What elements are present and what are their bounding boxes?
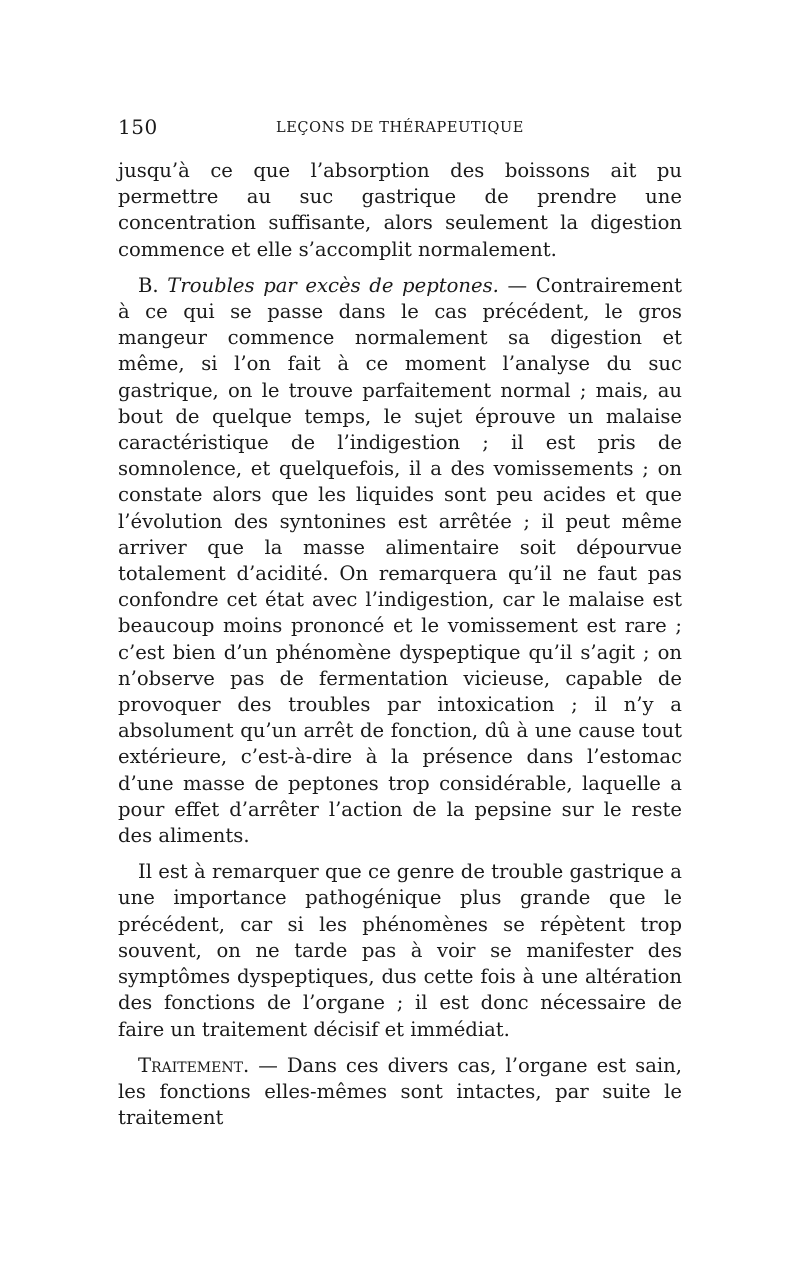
- paragraph-continuation: [118, 158, 682, 263]
- paragraph-importance: [118, 859, 682, 1042]
- heading-dash: —: [249, 1053, 287, 1077]
- page-number: 150: [118, 115, 158, 139]
- running-title: LEÇONS DE THÉRAPEUTIQUE: [276, 120, 524, 136]
- book-page: [118, 112, 682, 1131]
- body-text: [118, 158, 682, 1131]
- heading-dash: —: [498, 273, 536, 297]
- paragraph-text: jusqu’à ce que l’absorption des boissons ait pu permettre au suc gastrique de prendre une concentration suffisante, alors seulement la digestion commence et elle s’accomplit normalement.: [118, 159, 682, 261]
- section-heading: Troubles par excès de peptones.: [167, 273, 499, 297]
- paragraph-text: Contrairement à ce qui se passe dans le cas précédent, le gros mangeur commence normalement sa digestion et même, si l’on fait à ce moment l’analyse du suc gastrique, on le trouve parfaitement normal ; mais, au bout de quelque temps, le sujet éprouve un malaise caractéristique de l’indigestion ; il est pris de somnolence, et quelquefois, il a des vomissements ; on constate alors que les liquides sont peu acides et que l’évolution des syntonines est arrêtée ; il peut même arriver que la masse alimentaire soit dépourvue totalement d’acidité. On remarquera qu’il ne faut pas confondre cet état avec l’indigestion, car le malaise est beaucoup moins prononcé et le vomissement est rare ; c’est bien d’un phénomène dyspeptique qu’il s’agit ; on n’observe pas de fermentation vicieuse, capable de provoquer des troubles par intoxication ; il n’y a absolument qu’un arrêt de fonction, dû à une cause tout extérieure, c’est-à-dire à la présence dans l’estomac d’une masse de peptones trop considérable, laquelle a pour effet d’arrêter l’action de la pepsine sur le reste des aliments.: [118, 273, 682, 848]
- paragraph-text: Il est à remarquer que ce genre de trouble gastrique a une importance pathogénique plus grande que le précédent, car si les phénomènes se répètent trop souvent, on ne tarde pas à voir se manifester des symptômes dyspeptiques, dus cette fois à une altération des fonctions de l’organe ; il est donc nécessaire de faire un traitement décisif et immédiat.: [118, 860, 682, 1041]
- section-label: B.: [138, 273, 159, 297]
- running-head: [118, 112, 682, 142]
- paragraph-text: Dans ces divers cas, l’organe est sain, les fonctions elles-mêmes sont intactes, par suite le traitement: [118, 1053, 682, 1130]
- paragraph-peptones: [118, 273, 682, 849]
- paragraph-traitement: [118, 1053, 682, 1132]
- section-heading: Traitement.: [138, 1053, 250, 1077]
